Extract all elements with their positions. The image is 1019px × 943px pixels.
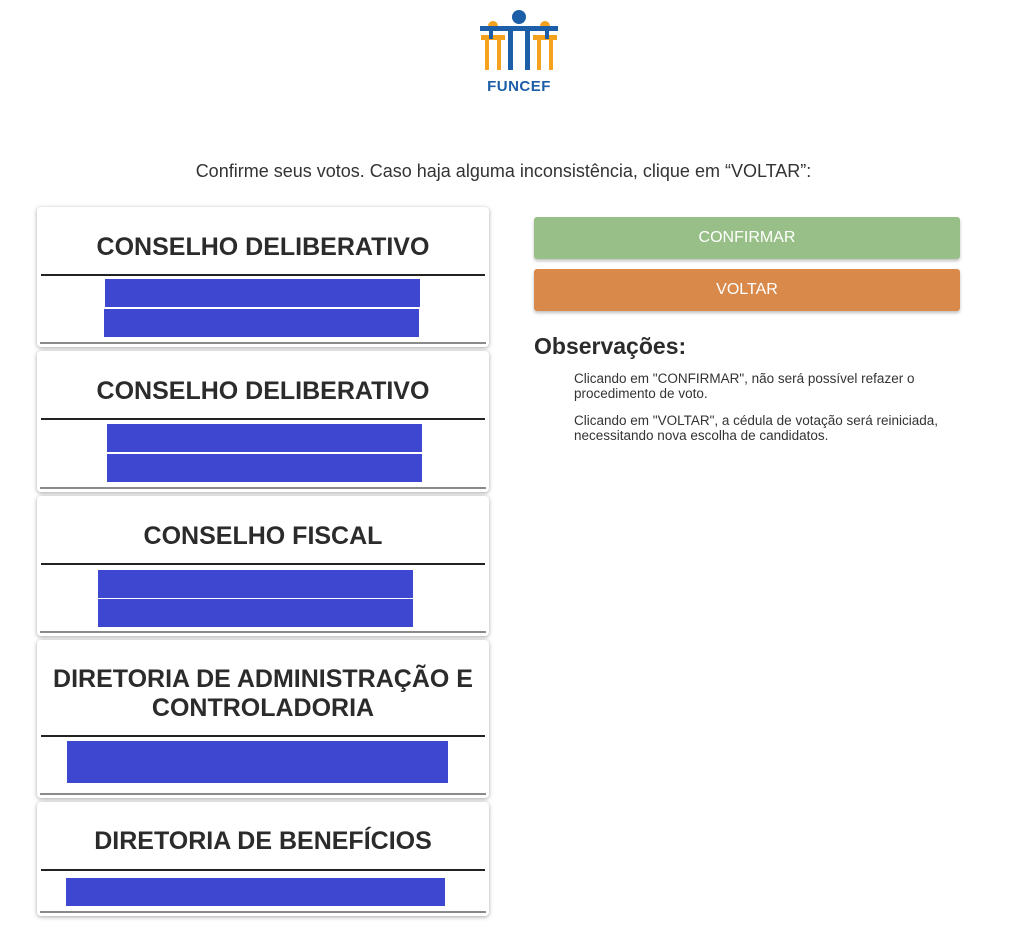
ballot-card-divider [41, 418, 485, 420]
redacted-candidate [67, 741, 448, 783]
ballot-card-divider [41, 735, 485, 737]
ballot-card-title: CONSELHO FISCAL [143, 522, 383, 550]
logo-text: FUNCEF [487, 78, 551, 95]
observations-title: Observações: [534, 333, 687, 359]
redacted-candidate [98, 570, 413, 598]
ballot-card [37, 207, 489, 347]
instruction-text: Confirme seus votos. Caso haja alguma inconsistência, clique em “VOLTAR”: [195, 161, 812, 181]
observation-item: Clicando em "CONFIRMAR", não será possível refazer o procedimento de voto. [574, 371, 915, 401]
ballot-card-divider [41, 274, 485, 276]
redacted-candidate [105, 279, 420, 307]
redacted-candidate [66, 878, 445, 906]
redacted-candidate [107, 424, 422, 452]
ballot-card [37, 496, 489, 636]
observation-item: Clicando em "VOLTAR", a cédula de votação será reiniciada, necessitando nova escolha de candidatos. [574, 413, 939, 443]
ballot-card-divider [41, 869, 485, 871]
ballot-card-divider [41, 563, 485, 565]
ballot-card [37, 802, 489, 916]
ballot-summary [37, 207, 489, 920]
ballot-card-title: CONSELHO DELIBERATIVO [96, 233, 430, 261]
funcef-logo [478, 8, 560, 96]
observations-list [574, 371, 964, 455]
ballot-card [37, 640, 489, 798]
ballot-card-title: DIRETORIA DE BENEFÍCIOS [94, 827, 432, 855]
ballot-card-title: CONSELHO DELIBERATIVO [96, 377, 430, 405]
funcef-logo-icon [478, 8, 560, 78]
redacted-candidate [107, 454, 422, 482]
back-button[interactable]: VOLTAR [534, 269, 960, 311]
redacted-candidate [98, 599, 413, 627]
ballot-card-title: DIRETORIA DE ADMINISTRAÇÃO E CONTROLADORIA [53, 665, 473, 722]
confirm-button[interactable]: CONFIRMAR [534, 217, 960, 259]
redacted-candidate [104, 309, 419, 337]
ballot-card [37, 351, 489, 492]
